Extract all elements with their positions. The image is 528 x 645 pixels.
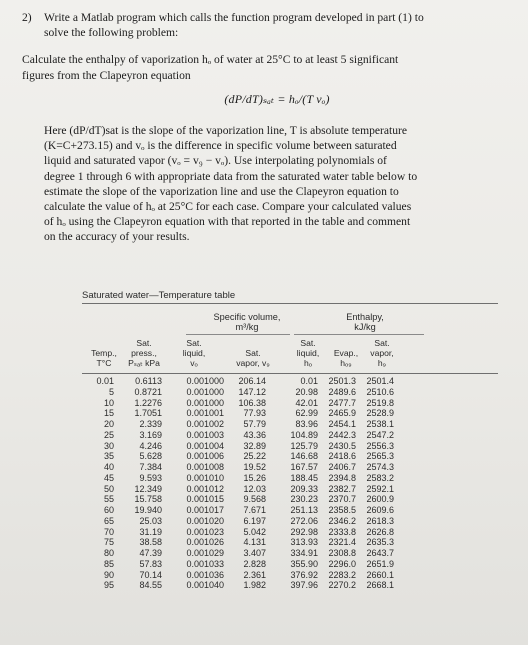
group-volume-rule [186,334,290,335]
intro-line-2: solve the following problem: [44,26,179,40]
col-header-line: Temp., [91,348,117,358]
table-cell: 2270.2 [328,580,356,591]
table-cell: 0.001040 [186,580,224,591]
table-cell: 62.99 [295,408,318,419]
header-bottom-rule [82,373,498,374]
table-cell: 84.55 [139,580,162,591]
col-header-line: vₒ [190,358,198,368]
col-header-line: press., [131,348,157,358]
table-cell: 0.001000 [186,386,224,397]
table-cell: 2442.3 [328,429,356,440]
col-header-line: vapor, v₉ [236,358,270,368]
table-title: Saturated water—Temperature table [82,290,236,301]
table-cell: 206.14 [238,376,266,386]
table-cell: 0.6113 [135,376,162,386]
table-cell: 4.131 [243,537,266,548]
table-cell: 2321.4 [328,537,356,548]
table-cell: 7.671 [243,505,266,515]
table-cell: 355.90 [290,558,318,569]
table-cell: 9.568 [243,494,266,505]
col-header-line: Pₛₐₜ kPa [128,358,160,368]
table-row [82,537,502,548]
table-cell: 2501.4 [366,376,394,386]
table-cell: 10 [103,397,114,408]
table-cell: 0.001010 [186,472,224,483]
table-cell: 2538.1 [366,419,394,429]
body-line: Here (dP/dT)sat is the slope of the vaporization line, T is absolute temperature [44,124,408,138]
col-header-line: hₒ₉ [340,358,352,368]
table-row [82,484,502,495]
table-row [82,494,502,505]
table-cell: 272.06 [290,515,318,526]
table-cell: 5.628 [139,451,162,462]
table-row [82,441,502,452]
table-cell: 2510.6 [366,386,394,397]
table-cell: 2.361 [243,569,266,580]
table-cell: 15.758 [134,494,162,505]
body-line: liquid and saturated vapor (vₒ = v₉ − vₒ). Use interpolating polynomials of [44,154,387,168]
table-cell: 2454.1 [328,419,356,429]
table-cell: 313.93 [290,537,318,548]
table-cell: 4.246 [139,440,162,451]
table-cell: 38.58 [139,537,162,548]
col-header-hfg [328,348,364,368]
table-cell: 2465.9 [328,408,356,419]
saturated-water-table [82,290,502,640]
table-cell: 19.52 [243,462,266,472]
task-line-2: figures from the Clapeyron equation [22,68,191,82]
table-cell: 2609.6 [366,505,394,515]
table-cell: 40 [103,462,114,472]
problem-statement [22,10,510,245]
table-row [82,516,502,527]
table-cell: 20 [103,419,114,429]
table-cell: 0.001004 [186,440,224,451]
table-row [82,473,502,484]
table-cell: 251.13 [290,505,318,515]
table-cell: 75 [103,537,114,548]
body-line: estimate the slope of the vaporization line and use the Clapeyron equation to [44,184,399,198]
table-cell: 2489.6 [328,386,356,397]
table-row [82,527,502,538]
table-top-rule [82,303,498,304]
table-cell: 2600.9 [366,494,394,505]
table-cell: 5 [108,386,114,397]
table-cell: 65 [103,515,114,526]
table-cell: 83.96 [295,419,318,429]
table-cell: 2618.3 [366,515,394,526]
table-cell: 3.407 [243,548,266,558]
table-cell: 2668.1 [366,580,394,591]
table-row [82,398,502,409]
col-header-vf [172,338,216,368]
table-cell: 0.01 [300,376,318,386]
clapeyron-equation: (dP/dT)ₛₐₜ = hₒ/(T vₒ) [224,91,330,106]
table-cell: 2333.8 [328,526,356,537]
table-cell: 2643.7 [366,548,394,558]
table-cell: 146.68 [290,451,318,462]
table-row [82,559,502,570]
table-cell: 2382.7 [328,483,356,494]
table-row [82,580,502,591]
table-row [82,419,502,430]
table-cell: 0.001015 [186,494,224,505]
table-cell: 70.14 [139,569,162,580]
table-cell: 209.33 [290,483,318,494]
col-header-hg [364,338,400,368]
table-cell: 104.89 [290,429,318,440]
table-row [82,376,502,387]
table-cell: 80 [103,548,114,558]
table-cell: 25.22 [243,451,266,462]
table-cell: 1.2276 [134,397,162,408]
table-cell: 45 [103,472,114,483]
intro-line-1: Write a Matlab program which calls the function program developed in part (1) to [44,11,424,24]
table-cell: 2477.7 [328,397,356,408]
table-row [82,387,502,398]
table-cell: 2519.8 [366,397,394,408]
table-cell: 2418.6 [328,451,356,462]
group-enthalpy-label: Enthalpy, [346,312,384,322]
col-header-temp [84,348,124,368]
table-cell: 70 [103,526,114,537]
table-cell: 1.982 [243,580,266,591]
table-cell: 35 [103,451,114,462]
table-cell: 0.001026 [186,537,224,548]
table-cell: 0.001033 [186,558,224,569]
table-cell: 2592.1 [366,483,394,494]
table-cell: 2430.5 [328,440,356,451]
question-number: 2) [22,11,32,24]
table-body [82,376,502,591]
group-header-volume [192,312,302,332]
table-cell: 2296.0 [328,558,356,569]
body-line: (K=C+273.15) and vₒ is the difference in specific volume between saturated [44,139,397,153]
table-cell: 50 [103,483,114,494]
table-cell: 2547.2 [366,429,394,440]
table-cell: 0.01 [96,376,114,386]
table-cell: 2406.7 [328,462,356,472]
group-volume-unit: m³/kg [235,322,259,332]
body-line: calculate the value of hₒ at 25°C for each case. Compare your calculated values [44,200,412,214]
table-cell: 25.03 [139,515,162,526]
table-cell: 2346.2 [328,515,356,526]
table-cell: 2651.9 [366,558,394,569]
table-cell: 57.79 [243,419,266,429]
table-cell: 60 [103,505,114,515]
table-cell: 0.001020 [186,515,224,526]
table-cell: 2.339 [139,419,162,429]
table-cell: 0.001036 [186,569,224,580]
col-header-line: Sat. [300,338,316,348]
table-cell: 0.001002 [186,419,224,429]
table-cell: 2501.3 [328,376,356,386]
table-cell: 2528.9 [366,408,394,419]
table-cell: 95 [103,580,114,591]
table-cell: 0.001008 [186,462,224,472]
table-cell: 1.7051 [134,408,162,419]
table-cell: 12.03 [243,483,266,494]
col-header-press [124,338,164,368]
group-enthalpy-unit: kJ/kg [354,322,376,332]
table-cell: 167.57 [290,462,318,472]
table-cell: 2.828 [243,558,266,569]
table-cell: 2660.1 [366,569,394,580]
table-cell: 188.45 [290,472,318,483]
table-cell: 0.001012 [186,483,224,494]
table-cell: 0.001023 [186,526,224,537]
table-cell: 5.042 [243,526,266,537]
table-cell: 0.8721 [134,386,162,397]
table-cell: 85 [103,558,114,569]
table-cell: 0.001029 [186,548,224,558]
col-header-hf [288,338,328,368]
table-row [82,451,502,462]
table-cell: 2583.2 [366,472,394,483]
table-cell: 2308.8 [328,548,356,558]
table-row [82,430,502,441]
col-header-line: T°C [96,358,112,368]
col-header-line: hₒ [303,358,313,368]
table-cell: 30 [103,440,114,451]
table-row [82,548,502,559]
table-cell: 2358.5 [328,505,356,515]
table-cell: 125.79 [290,440,318,451]
table-row [82,505,502,516]
table-row [82,462,502,473]
table-cell: 7.384 [139,462,162,472]
col-header-line: liquid, [296,348,320,358]
table-cell: 3.169 [139,429,162,440]
table-cell: 42.01 [295,397,318,408]
table-cell: 15 [103,408,114,419]
group-volume-label: Specific volume, [213,312,281,322]
table-cell: 90 [103,569,114,580]
table-cell: 20.98 [295,386,318,397]
col-header-line: Sat. [245,348,261,358]
table-cell: 43.36 [243,429,266,440]
group-header-enthalpy [310,312,420,332]
table-cell: 2283.2 [328,569,356,580]
table-cell: 2565.3 [366,451,394,462]
table-cell: 15.26 [243,472,266,483]
table-cell: 147.12 [238,386,266,397]
table-cell: 25 [103,429,114,440]
table-cell: 2626.8 [366,526,394,537]
col-header-line: Sat. [186,338,202,348]
table-cell: 292.98 [290,526,318,537]
table-cell: 2556.3 [366,440,394,451]
table-cell: 12.349 [134,483,162,494]
col-header-line: Evap., [333,348,359,358]
table-cell: 2370.7 [328,494,356,505]
col-header-line: vapor, [370,348,394,358]
table-cell: 0.001000 [186,397,224,408]
group-enthalpy-rule [294,334,424,335]
table-row [82,570,502,581]
table-row [82,408,502,419]
table-cell: 6.197 [243,515,266,526]
col-header-line: Sat. [136,338,152,348]
table-cell: 2394.8 [328,472,356,483]
table-cell: 47.39 [139,548,162,558]
col-header-line: liquid, [182,348,206,358]
col-header-line: Sat. [374,338,390,348]
task-line-1: Calculate the enthalpy of vaporization hₒ of water at 25°C to at least 5 significant [22,53,399,67]
table-cell: 397.96 [290,580,318,591]
problem-body [44,123,510,245]
table-cell: 57.83 [139,558,162,569]
body-line: on the accuracy of your results. [44,230,190,244]
table-cell: 0.001006 [186,451,224,462]
body-line: degree 1 through 6 with appropriate data from the saturated water table below to [44,169,418,183]
table-cell: 334.91 [290,548,318,558]
table-cell: 77.93 [243,408,266,419]
col-header-line: h₉ [377,358,387,368]
table-cell: 19.940 [134,505,162,515]
table-cell: 0.001000 [186,376,224,386]
col-header-vg [228,348,278,368]
table-cell: 0.001003 [186,429,224,440]
table-cell: 106.38 [238,397,266,408]
table-cell: 0.001017 [186,505,224,515]
table-cell: 0.001001 [186,408,224,419]
table-cell: 32.89 [243,440,266,451]
body-line: of hₒ using the Clapeyron equation with that reported in the table and comment [44,215,411,229]
table-cell: 55 [103,494,114,505]
table-cell: 31.19 [139,526,162,537]
table-cell: 376.92 [290,569,318,580]
table-cell: 2574.3 [366,462,394,472]
table-cell: 2635.3 [366,537,394,548]
table-cell: 9.593 [139,472,162,483]
table-cell: 230.23 [290,494,318,505]
